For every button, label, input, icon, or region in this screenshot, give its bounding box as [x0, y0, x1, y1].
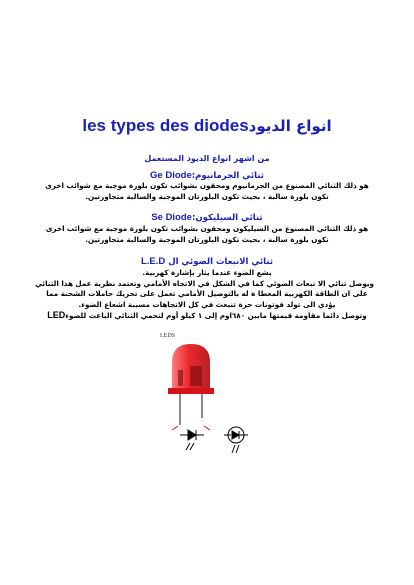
led-line: على ان الطاقة الكهربية المعطا ة له بالتوصيل الأمامي تعمل على تحريك حاملات الشحنة مما	[46, 289, 368, 298]
led-paragraph	[35, 268, 374, 322]
se-line: تكون بلورة سالبة ، بحيث تكون البلورتان الموجبة والسالبة متجاورتين.	[85, 234, 329, 244]
led-line: يشع الضوء عندما يثار بإشارة كهربية.	[142, 268, 272, 277]
subtitle: من اشهر انواع الديود المستعمل	[144, 154, 270, 163]
ge-line: تكون بلورة سالبة ، بحيث تكون البلورتان الموجبة والسالبة متجاورتين.	[85, 191, 329, 201]
arrow-anode	[172, 426, 178, 430]
polarity-arrows	[172, 426, 210, 430]
led-last-line-arabic: وتوصل دائما مقاومة قيمتها مابين ٦٨٠اوم إلى ١ كيلو أوم لتحمي الثنائي الباعث للضوء	[65, 311, 367, 320]
led-line: ويوصل ثنائي الا نبعاث الضوئي كما في الشكل في الاتجاه الأمامي وتعتمد نظرية عمل هذا الثنائي	[35, 278, 374, 288]
ge-heading-latin: Ge Diode	[150, 170, 192, 181]
led-last-line-latin: LED	[47, 310, 66, 320]
led-heading-latin: L.E.D	[140, 256, 166, 267]
title-latin: les types des diodes	[82, 116, 249, 135]
page-title	[0, 116, 414, 136]
led-symbol-plain	[180, 430, 204, 450]
led-rim	[168, 388, 214, 394]
figure-label: LEDS	[160, 333, 175, 339]
ge-heading-arabic: ثنائي الجرمانيوم:	[191, 171, 264, 181]
se-line: هو ذلك الثنائي المصنوع من السيليكون ومحقون بشوائب تكون بلورة موجبة مع شوائب اخرى	[45, 224, 369, 233]
title-arabic: انواع الديود	[248, 117, 332, 135]
ge-line: هو ذلك الثنائي المصنوع من الجرمانيوم ومحقون بشوائب تكون بلورة موجبة مع شوائب اخرى	[45, 181, 369, 190]
se-heading-arabic: ثنائي السيليكون:	[191, 213, 263, 223]
led-cathode-cup	[190, 366, 202, 386]
ge-heading	[0, 170, 414, 181]
ge-paragraph	[40, 181, 374, 202]
se-heading-latin: Se Diode	[151, 212, 192, 223]
led-last-line	[40, 310, 374, 322]
led-picture	[168, 344, 214, 425]
led-heading-arabic: ثنائي الانبعاث الضوئي ال	[168, 257, 274, 267]
led-line: يؤدي الى تولد فوتونات حرة تنبعث في كل الاتجاهات مسببة اشعاع الضوء.	[78, 299, 336, 309]
se-heading	[0, 212, 414, 223]
led-heading	[0, 256, 414, 267]
led-figure	[150, 340, 260, 465]
led-symbol-circled	[224, 427, 248, 453]
arrow-cathode	[204, 426, 210, 430]
led-anode-post	[178, 370, 183, 386]
se-paragraph	[40, 224, 374, 245]
